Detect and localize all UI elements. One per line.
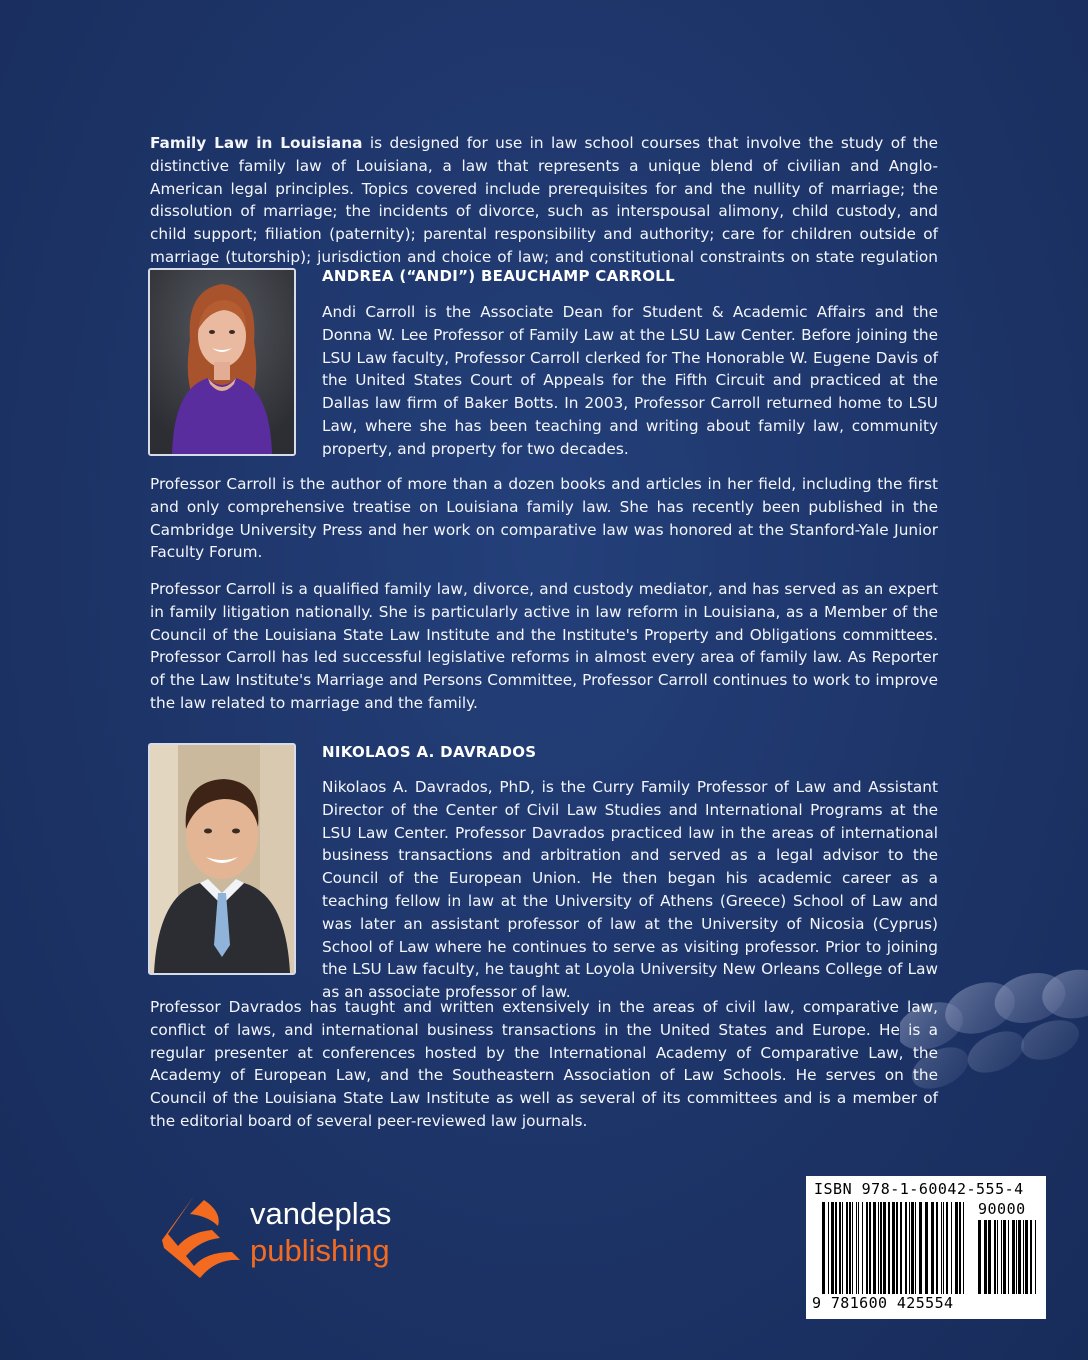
barcode-bar — [905, 1202, 907, 1294]
publisher-name-line2: publishing — [250, 1233, 390, 1268]
author1-bio-3: Professor Carroll is a qualified family law, divorce, and custody mediator, and has served as an expert in family litigation nationally. She is particularly active in law reform in Louisiana, as a Member of the Council of the Louisiana State Law Institute and the Institute's Property and Obligations committees. Professor Carroll has led successful legislative reforms in almost every area of family law. As Reporter of the Law Institute's Marriage and Persons Committee, Professor Carroll continues to work to improve the law related to marriage and the family. — [150, 580, 938, 712]
intro-text: is designed for use in law school courses that involve the study of the distinctive family law of Louisiana, a law that represents a unique blend of civilian and Anglo-American legal principles. Topics covered include prerequisites for and the nullity of marriage; the dissolution of marriage; the incidents of divorce, such as interspousal alimony, child custody, and child support; filiation (paternity); parental responsibility and authority; care for children outside of marriage (tutorship); jurisdiction and choice of law; and constitutional constraints on state regulation — [150, 134, 938, 266]
barcode-bar — [866, 1202, 868, 1294]
barcode-bar — [955, 1202, 958, 1294]
barcode-bar — [1008, 1220, 1009, 1294]
barcode-bar — [925, 1202, 928, 1294]
price-code: 90000 — [978, 1200, 1026, 1218]
barcode-bars-addon — [978, 1220, 1038, 1294]
barcode-bar — [911, 1202, 914, 1294]
barcode-bar — [892, 1202, 895, 1294]
barcode-bar — [846, 1202, 848, 1294]
author1-name: ANDREA (“ANDI”) BEAUCHAMP CARROLL — [322, 267, 675, 285]
vandeplas-logo-icon — [160, 1194, 246, 1280]
isbn-number: ISBN 978-1-60042-555-4 — [814, 1180, 1024, 1198]
barcode-bar — [1025, 1220, 1028, 1294]
barcode-bar — [849, 1202, 851, 1294]
barcode-bar — [842, 1202, 843, 1294]
isbn-barcode — [806, 1176, 1046, 1319]
barcode-bar — [915, 1202, 916, 1294]
barcode-bar — [959, 1202, 961, 1294]
barcode-bar — [869, 1202, 871, 1294]
barcode-bar — [883, 1202, 886, 1294]
barcode-bar — [1016, 1220, 1017, 1294]
barcode-bar — [1001, 1220, 1002, 1294]
author1-bio-2: Professor Carroll is the author of more than a dozen books and articles in her field, including the first and only comprehensive treatise on Louisiana family law. She has recently been published in the Cambridge University Press and her work on comparative law was honored at the Stanford-Yale Junior Faculty Forum. — [150, 475, 938, 562]
barcode-bar — [880, 1202, 882, 1294]
barcode-bar — [839, 1202, 841, 1294]
woman-portrait-icon — [150, 270, 294, 454]
barcode-bar — [946, 1202, 948, 1294]
barcode-bar — [835, 1202, 837, 1294]
author2-name: NIKOLAOS A. DAVRADOS — [322, 743, 537, 761]
author2-bio-2: Professor Davrados has taught and written extensively in the areas of civil law, comparative law, conflict of laws, and international business transactions in the United States and Europe. He is a regular presenter at conferences hosted by the International Academy of Comparative Law, the Academy of European Law, and the Southeastern Association of Law Schools. He serves on the Council of the Louisiana State Law Institute as well as several of its committees and is a member of the editorial board of several peer-reviewed law journals. — [150, 998, 938, 1130]
man-portrait-icon — [150, 745, 294, 973]
barcode-bar — [873, 1202, 876, 1294]
barcode-bar — [988, 1220, 991, 1294]
barcode-bar — [1012, 1220, 1015, 1294]
barcode-bar — [984, 1220, 987, 1294]
barcode-bar — [852, 1202, 853, 1294]
author2-bio-1: Nikolaos A. Davrados, PhD, is the Curry Family Professor of Law and Assistant Director of the Center of Civil Law Studies and International Programs at the LSU Law Center. Professor Davrados practiced law in the areas of international business transactions and arbitration and served as a legal advisor to the Council of the European Union. He then began his academic career as a teaching fellow in law at the University of Athens (Greece) School of Law and was later an assistant professor of law at the University of Nicosia (Cyprus) School of Law where he continues to serve as visiting professor. Prior to joining the LSU Law faculty, he taught at Loyola University New Orleans College of Law as an associate professor of law. — [322, 778, 938, 1002]
book-title: Family Law in Louisiana — [150, 134, 363, 152]
barcode-bar — [878, 1202, 879, 1294]
barcode-bar — [831, 1202, 834, 1294]
barcode-bar — [900, 1202, 902, 1294]
barcode-bar — [1030, 1220, 1032, 1294]
barcode-bar — [856, 1202, 857, 1294]
barcode-bar — [896, 1202, 898, 1294]
publisher-name-line1: vandeplas — [250, 1196, 392, 1231]
barcode-bar — [997, 1220, 998, 1294]
barcode-bar — [888, 1202, 890, 1294]
barcode-bar — [936, 1202, 938, 1294]
barcode-bar — [909, 1202, 910, 1294]
barcode-bar — [994, 1220, 996, 1294]
author1-bio-1: Andi Carroll is the Associate Dean for Student & Academic Affairs and the Donna W. Lee Professor of Family Law at the LSU Law Center. Before joining the LSU Law faculty, Professor Carroll clerked for The Honorable W. Eugene Davis of the United States Court of Appeals for the Fifth Circuit and practiced at the Dallas law firm of Baker Botts. In 2003, Professor Carroll returned home to LSU Law, where she has been teaching and writing about family law, community property, and property for two decades. — [322, 303, 938, 458]
barcode-bar — [919, 1202, 922, 1294]
barcode-bar — [1023, 1220, 1024, 1294]
barcode-bar — [963, 1202, 964, 1294]
barcode-bar — [822, 1202, 825, 1294]
barcode-bar — [828, 1202, 829, 1294]
barcode-bars-main — [822, 1202, 966, 1294]
barcode-bar — [931, 1202, 934, 1294]
barcode-bar — [951, 1202, 952, 1294]
barcode-bar — [978, 1220, 981, 1294]
barcode-bar — [1035, 1220, 1036, 1294]
barcode-bar — [858, 1202, 859, 1294]
barcode-bar — [1003, 1220, 1006, 1294]
barcode-digits: 9 781600 425554 — [812, 1294, 954, 1312]
barcode-bar — [941, 1202, 942, 1294]
barcode-bar — [943, 1202, 944, 1294]
barcode-bar — [862, 1202, 863, 1294]
barcode-bar — [1018, 1220, 1021, 1294]
author1-photo — [148, 268, 296, 456]
author2-photo — [148, 743, 296, 975]
